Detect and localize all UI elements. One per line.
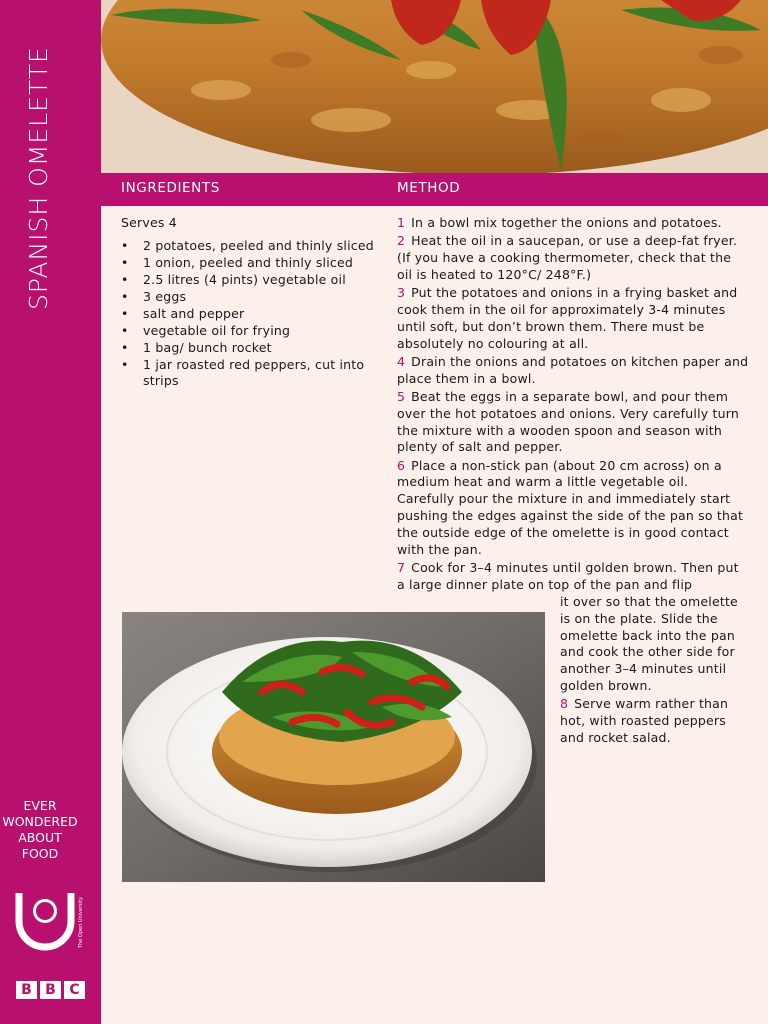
method-step bbox=[397, 285, 749, 352]
step-number: 1 bbox=[397, 215, 406, 230]
bbc-letter: B bbox=[16, 981, 37, 999]
step-number: 5 bbox=[397, 388, 406, 404]
ingredient-item: • 3 eggs bbox=[121, 289, 381, 306]
ingredients-heading: INGREDIENTS bbox=[121, 180, 220, 196]
ingredient-item: • salt and pepper bbox=[121, 306, 381, 323]
tagline-line: ABOUT bbox=[18, 830, 62, 845]
method-heading: METHOD bbox=[397, 180, 461, 196]
ingredient-item: • 2 potatoes, peeled and thinly sliced bbox=[121, 238, 381, 255]
serves-text: Serves 4 bbox=[121, 215, 177, 230]
method-section bbox=[397, 215, 749, 745]
bbc-letter: C bbox=[64, 981, 85, 999]
tagline-line: WONDERED bbox=[2, 814, 78, 829]
omelette-photo bbox=[122, 612, 545, 882]
step-text: Beat the eggs in a separate bowl, and pour them over the hot potatoes and onions. Very carefully turn the mixture with a wooden spoon and season with plenty of salt and pepper. bbox=[397, 388, 739, 455]
method-step bbox=[397, 233, 749, 283]
bbc-letter: B bbox=[40, 981, 61, 999]
step-text: Place a non-stick pan (about 20 cm across) on a medium heat and warm a little vegetable oil. Carefully pour the mixture in and immediately start pushing the edges against the side of the pan so that the outside edge of the omelette is in good contact with the pan. bbox=[397, 457, 744, 557]
ingredient-item: • 1 onion, peeled and thinly sliced bbox=[121, 255, 381, 272]
tagline-line: FOOD bbox=[21, 846, 59, 861]
open-university-logo-icon bbox=[15, 887, 75, 951]
step-number: 4 bbox=[397, 353, 406, 369]
ou-label: The Open University bbox=[78, 896, 84, 948]
method-step bbox=[397, 354, 749, 388]
sidebar bbox=[0, 0, 101, 1024]
method-step bbox=[397, 458, 749, 559]
method-step bbox=[560, 594, 750, 695]
method-step bbox=[397, 389, 749, 456]
step-text: Serve warm rather than hot, with roasted peppers and rocket salad. bbox=[560, 696, 729, 745]
ingredient-item: • vegetable oil for frying bbox=[121, 323, 381, 340]
method-continued bbox=[560, 594, 750, 748]
step-text: Heat the oil in a saucepan, or use a deep-fat fryer. (If you have a cooking thermometer, check that the oil is heated to 120°C/ 248°F.) bbox=[397, 233, 738, 282]
step-number: 6 bbox=[397, 457, 406, 473]
ingredient-item: • 2.5 litres (4 pints) vegetable oil bbox=[121, 272, 381, 289]
tagline bbox=[0, 798, 80, 862]
step-text: Put the potatoes and onions in a frying basket and cook them in the oil for approximately 3-4 minutes until soft, but don’t brown them. There must be absolutely no colouring at all. bbox=[397, 285, 738, 351]
step-text: In a bowl mix together the onions and potatoes. bbox=[411, 215, 722, 230]
section-header-bar bbox=[101, 173, 768, 206]
step-number: 7 bbox=[397, 559, 406, 575]
ingredient-item: • 1 bag/ bunch rocket bbox=[121, 340, 381, 357]
bbc-logo bbox=[16, 981, 85, 999]
step-number: 8 bbox=[560, 696, 569, 712]
step-number: 3 bbox=[397, 285, 406, 301]
tagline-line: EVER bbox=[23, 798, 57, 813]
ingredient-item: • 1 jar roasted red peppers, cut into strips bbox=[121, 357, 381, 390]
method-step bbox=[560, 696, 750, 746]
method-step bbox=[397, 560, 749, 594]
ingredients-list bbox=[121, 238, 381, 390]
method-step bbox=[397, 215, 749, 232]
hero-photo bbox=[101, 0, 768, 173]
step-text: it over so that the omelette is on the plate. Slide the omelette back into the pan and cook the other side for another 3–4 minutes until golden brown. bbox=[560, 594, 738, 693]
page-title: SPANISH OMELETTE bbox=[24, 46, 53, 310]
step-text: Drain the onions and potatoes on kitchen paper and place them in a bowl. bbox=[397, 353, 749, 386]
step-text: Cook for 3–4 minutes until golden brown. Then put a large dinner plate on top of the pan and flip bbox=[397, 559, 739, 592]
ingredients-section bbox=[121, 215, 381, 390]
step-number: 2 bbox=[397, 233, 406, 249]
